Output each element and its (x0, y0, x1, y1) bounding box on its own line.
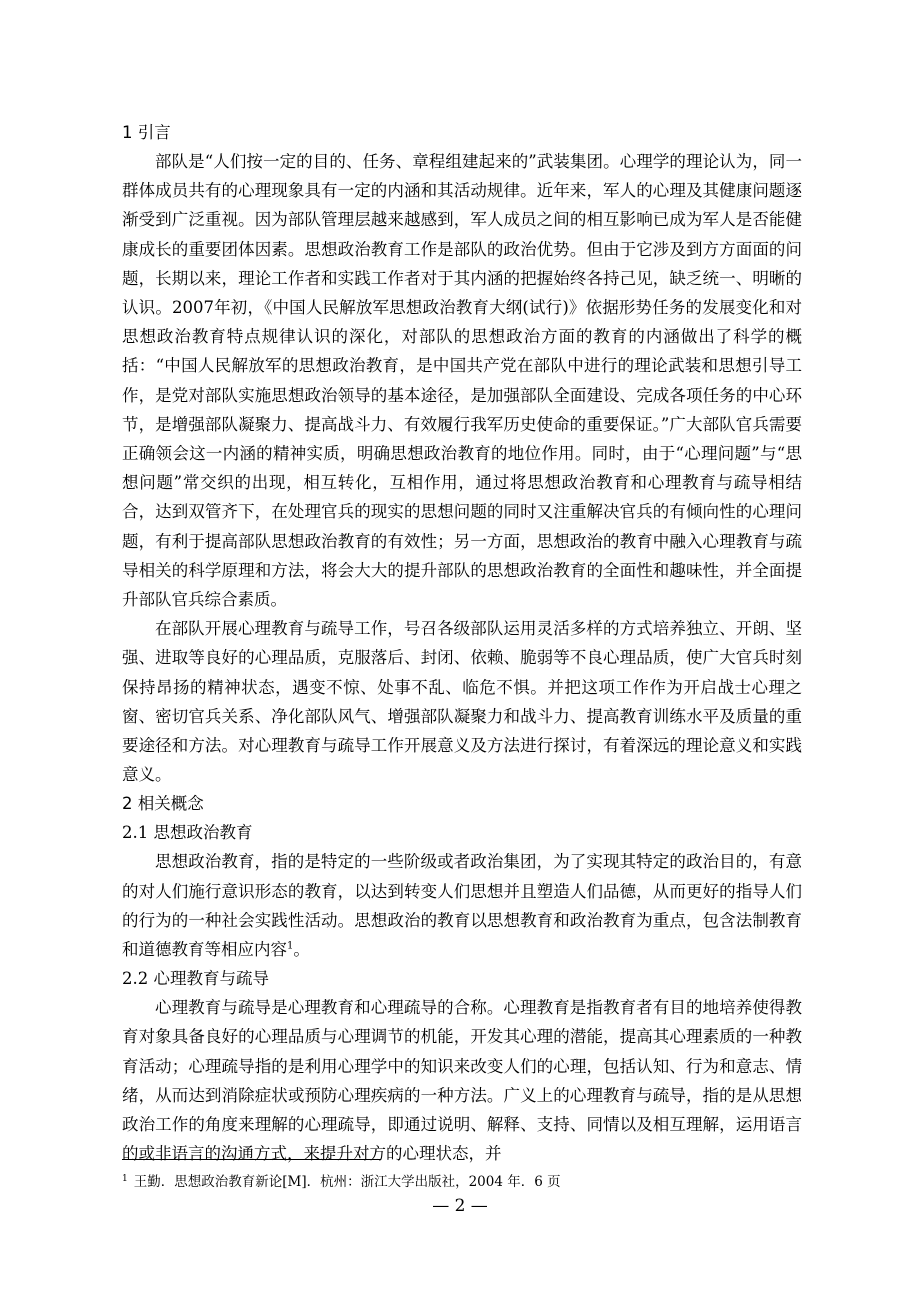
footnote-marker: 1 (122, 1173, 128, 1184)
footnote-text: 王勤．思想政治教育新论[M]．杭州：浙江大学出版社，2004 年．6 页 (133, 1174, 561, 1190)
paragraph-political-education-text: 思想政治教育，指的是特定的一些阶级或者政治集团，为了实现其特定的政治目的，有意的对人们施行意识形态的教育，以达到转变人们思想并且塑造人们品德，从而更好的指导人们的行为的一种社会实践性活动。思想政治的教育以思想教育和政治教育为重点，包含法制教育和道德教育等相应内容 (122, 852, 802, 960)
paragraph-intro-2: 在部队开展心理教育与疏导工作，号召各级部队运用灵活多样的方式培养独立、开朗、坚强、进取等良好的心理品质，克服落后、封闭、依赖、脆弱等不良心理品质，使广大官兵时刻保持昂扬的精神状态，遇变不惊、处事不乱、临危不惧。并把这项工作作为开启战士心理之窗、密切官兵关系、净化部队风气、增强部队凝聚力和战斗力、提高教育训练水平及质量的重要途径和方法。对心理教育与疏导工作开展意义及方法进行探讨，有着深远的理论意义和实践意义。 (122, 619, 802, 785)
document-body (122, 118, 802, 1169)
footnote-reference: 1 (287, 940, 294, 952)
section-heading-introduction: 1 引言 (122, 123, 171, 142)
page-number: — 2 — (432, 1196, 488, 1216)
paragraph-intro-1: 部队是“人们按一定的目的、任务、章程组建起来的”武装集团。心理学的理论认为，同一群体成员共有的心理现象具有一定的内涵和其活动规律。近年来，军人的心理及其健康问题逐渐受到广泛重视。因为部队管理层越来越感到，军人成员之间的相互影响已成为军人是否能健康成长的重要团体因素。思想政治教育工作是部队的政治优势。但由于它涉及到方方面面的问题，长期以来，理论工作者和实践工作者对于其内涵的把握始终各持己见，缺乏统一、明晰的认识。2007年初，《中国人民解放军思想政治教育大纲(试行)》依据形势任务的发展变化和对思想政治教育特点规律认识的深化，对部队的思想政治方面的教育的内涵做出了科学的概括：“中国人民解放军的思想政治教育，是中国共产党在部队中进行的理论武装和思想引导工作，是党对部队实施思想政治领导的基本途径，是加强部队全面建设、完成各项任务的中心环节，是增强部队凝聚力、提高战斗力、有效履行我军历史使命的重要保证。”广大部队官兵需要正确领会这一内涵的精神实质，明确思想政治教育的地位作用。同时，由于“心理问题”与“思想问题”常交织的出现，相互转化，互相作用，通过将思想政治教育和心理教育与疏导相结合，达到双管齐下，在处理官兵的现实的思想问题的同时又注重解决官兵的有倾向性的心理问题，有利于提高部队思想政治教育的有效性；另一方面，思想政治的教育中融入心理教育与疏导相关的科学原理和方法，将会大大的提升部队的思想政治教育的全面性和趣味性，并全面提升部队官兵综合素质。 (122, 152, 802, 610)
section-heading-concepts: 2 相关概念 (122, 794, 204, 814)
footnote (122, 1172, 561, 1192)
paragraph-political-education (122, 847, 802, 964)
paragraph-political-education-end: 。 (293, 940, 310, 960)
subsection-heading-political-education: 2.1 思想政治教育 (122, 823, 253, 843)
paragraph-psychological-education: 心理教育与疏导是心理教育和心理疏导的合称。心理教育是指教育者有目的地培养使得教育对象具备良好的心理品质与心理调节的机能，开发其心理的潜能，提高其心理素质的一种教育活动；心理疏导指的是利用心理学中的知识来改变人们的心理，包括认知、行为和意志、情绪，从而达到消除症状或预防心理疾病的一种方法。广义上的心理教育与疏导，指的是从思想政治工作的角度来理解的心理疏导，即通过说明、解释、支持、同情以及相互理解，运用语言的或非语言的沟通方式，来提升对方的心理状态，并 (122, 998, 802, 1164)
footnote-divider (122, 1159, 380, 1160)
subsection-heading-psychological-education: 2.2 心理教育与疏导 (122, 969, 269, 989)
